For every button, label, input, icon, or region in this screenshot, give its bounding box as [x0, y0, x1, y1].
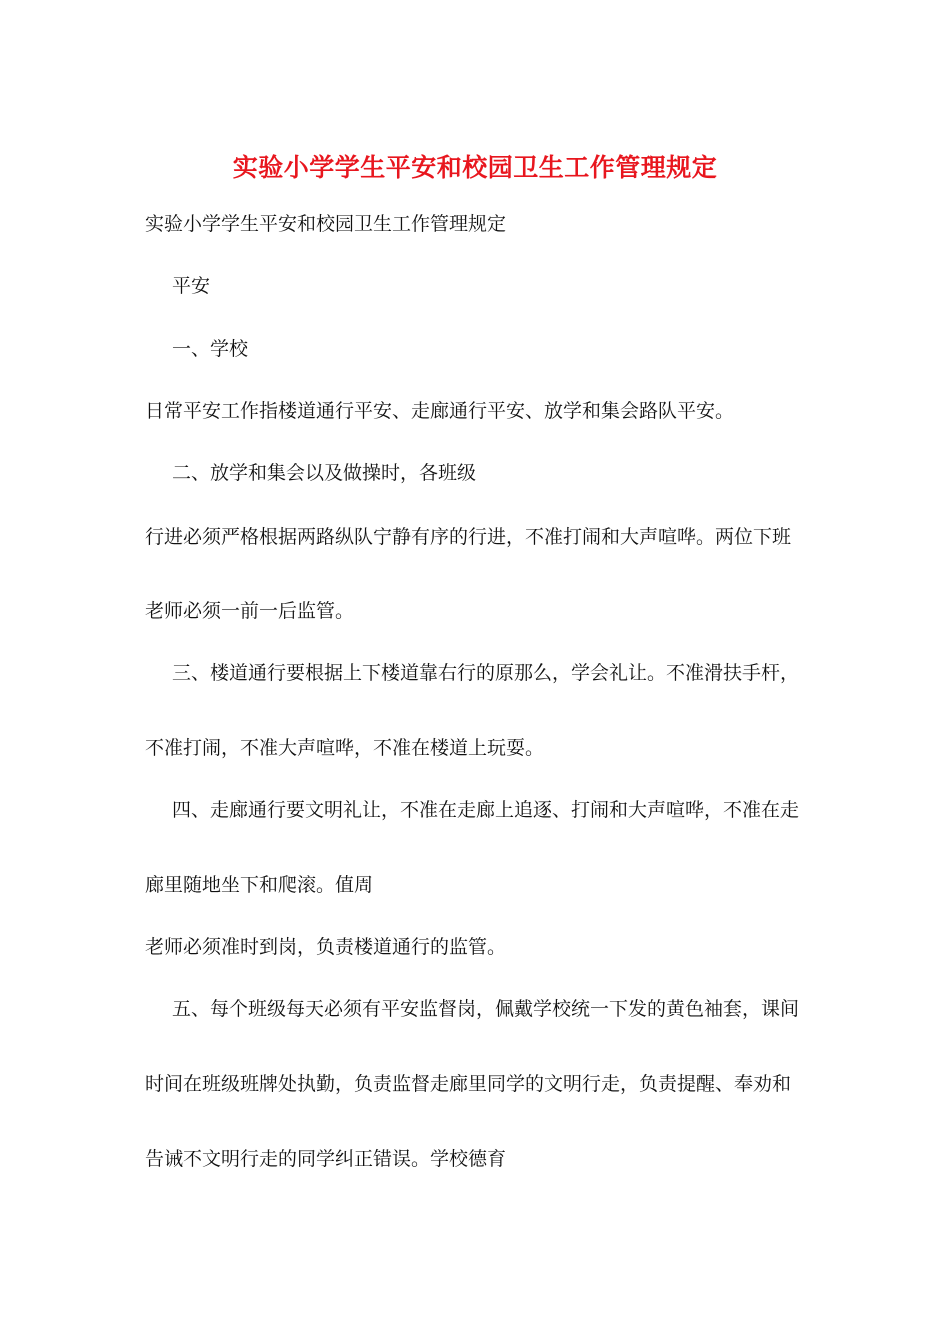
- paragraph-line: 日常平安工作指楼道通行平安、走廊通行平安、放学和集会路队平安。: [145, 400, 735, 422]
- paragraph-line: 老师必须一前一后监管。: [145, 600, 355, 622]
- paragraph-line: 老师必须准时到岗，负责楼道通行的监管。: [145, 936, 507, 958]
- paragraph-line: 告诫不文明行走的同学纠正错误。学校德育: [145, 1148, 507, 1170]
- paragraph-line: 不准打闹，不准大声喧哗，不准在楼道上玩耍。: [145, 737, 545, 759]
- paragraph-line: 廊里随地坐下和爬滚。值周: [145, 874, 374, 896]
- document-subtitle-line: 实验小学学生平安和校园卫生工作管理规定: [145, 213, 507, 235]
- document-title: 实验小学学生平安和校园卫生工作管理规定: [232, 153, 718, 182]
- paragraph-line: 时间在班级班牌处执勤，负责监督走廊里同学的文明行走，负责提醒、奉劝和: [145, 1073, 792, 1095]
- paragraph-line: 五、每个班级每天必须有平安监督岗，佩戴学校统一下发的黄色袖套，课间: [172, 998, 800, 1020]
- section-heading-safety: 平安: [172, 275, 211, 297]
- paragraph-line: 二、放学和集会以及做操时，各班级: [172, 462, 477, 484]
- paragraph-line: 四、走廊通行要文明礼让，不准在走廊上追逐、打闹和大声喧哗，不准在走: [172, 799, 800, 821]
- paragraph-line: 行进必须严格根据两路纵队宁静有序的行进，不准打闹和大声喧哗。两位下班: [145, 526, 792, 548]
- paragraph-line: 三、楼道通行要根据上下楼道靠右行的原那么，学会礼让。不准滑扶手杆，: [172, 662, 800, 684]
- paragraph-line: 一、学校: [172, 338, 249, 360]
